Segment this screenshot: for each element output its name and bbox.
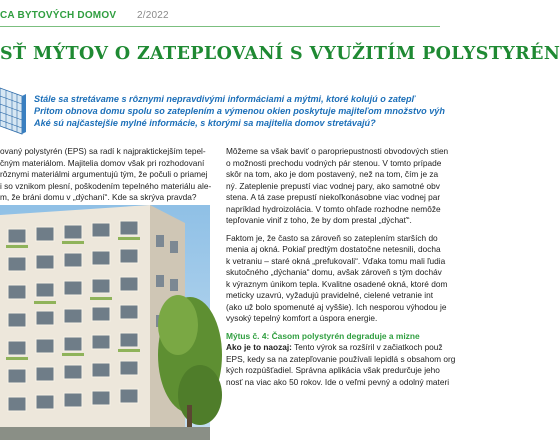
body-text-line: stena. A tá zase prepustí niekoľkonásobne viac vodnej par xyxy=(226,192,441,202)
body-text-line: ný. Zateplenie prepustí viac vodnej pary, ako samotné obv xyxy=(226,180,440,191)
lead-line: Pritom obnova domu spolu so zateplením a výmenou okien poskytuje majiteľom množstvo výh xyxy=(34,105,445,116)
body-text-line: rôznymi materiálmi argumentujú tým, že počuli o priamej xyxy=(0,169,208,179)
body-text-line: o možnosti prechodu vodných pár stenou. V tomto prípade xyxy=(226,157,442,168)
body-text-line: (ako už bolo spomenuté aj vyššie). Ich nesporou výhodou je xyxy=(226,301,447,312)
body-text-line: skôr na tom, ako je dom postavený, než na tom, čím je za xyxy=(226,169,439,179)
apartment-building-photo xyxy=(0,205,210,440)
lead-line: Stále sa stretávame s rôznymi nepravdivými informáciami a mýtmi, ktoré kolujú o zatepľ xyxy=(34,94,416,104)
body-text-line: menia aj okná. Pokiaľ predtým dostatočne netesnili, docha xyxy=(226,244,441,254)
body-text-line: m, že bráni domu v „dýchaní“. Kde sa skrýva pravda? xyxy=(0,192,197,202)
polystyrene-grid-icon xyxy=(0,82,26,140)
section-title: CA BYTOVÝCH DOMOV xyxy=(0,10,117,21)
body-text-line xyxy=(226,342,443,354)
body-text-line: i so vznikom plesní, poškodením tepelného materiálu ale- xyxy=(0,180,212,191)
body-text-line: k výraznym únikom tepla. Kvalitne osadené okná, ktoré dom xyxy=(226,278,448,289)
article-headline: SŤ MÝTOV O ZATEPĽOVANÍ S VYUŽITÍM POLYSTYRÉN xyxy=(0,44,560,64)
header-divider xyxy=(0,26,440,27)
body-text-line: nosť na viac ako 50 rokov. Ide o veľmi pevný a odolný materi xyxy=(226,376,450,387)
left-column-text xyxy=(0,146,214,204)
issue-number: 2/2022 xyxy=(137,10,169,21)
lead-line: Aké sú najčastejšie mylné informácie, s ktorými sa majitelia domov stretávajú? xyxy=(34,117,376,128)
body-text-line: tepľovanie vinif z toho, že by dom prestal „dýchať“. xyxy=(226,215,412,225)
page-header xyxy=(0,6,440,22)
body-text-line: EPS, kedy sa na zatepľovanie používali lepidlá s obsahom org xyxy=(226,353,456,364)
body-text-line: čným materiálom. Majitelia domov však pri rozhodovaní xyxy=(0,157,205,168)
body-text-line: kých rozpúšťadiel. Správna aplikácia však predurčuje jeho xyxy=(226,365,440,375)
answer-text: Tento výrok sa rozšíril v začiatkoch použ xyxy=(291,342,443,352)
body-text-line: vysoký tepelný komfort a úspora energie. xyxy=(226,313,378,323)
body-text-line: Môžeme sa však baviť o paropriepustnosti obvodových stien xyxy=(226,146,449,156)
article-lead xyxy=(34,94,445,129)
body-text-line: ovaný polystyrén (EPS) sa radí k najpraktickejším tepel- xyxy=(0,146,206,156)
right-column-text xyxy=(226,146,456,388)
answer-lead: Ako je to naozaj: xyxy=(226,342,292,352)
body-text-line: skutočného „dýchania“ domu, avšak zároveň s tým docháv xyxy=(226,267,442,277)
body-text-line: meticky uzavrú, vyžadujú pravidelné, cielené vetranie int xyxy=(226,290,434,300)
body-text-line: Faktom je, že často sa zároveň so zateplením starších do xyxy=(226,232,438,243)
body-text-line: k vetraniu – staré okná „prefukovali“. Vďaka tomu mali ľudia xyxy=(226,255,446,266)
body-text-line: napríklad hydroizolácia. V tomto ohľade rozhodne nemôže xyxy=(226,203,441,214)
myth-subheading: Mýtus č. 4: Časom polystyrén degraduje a mizne xyxy=(226,330,420,341)
